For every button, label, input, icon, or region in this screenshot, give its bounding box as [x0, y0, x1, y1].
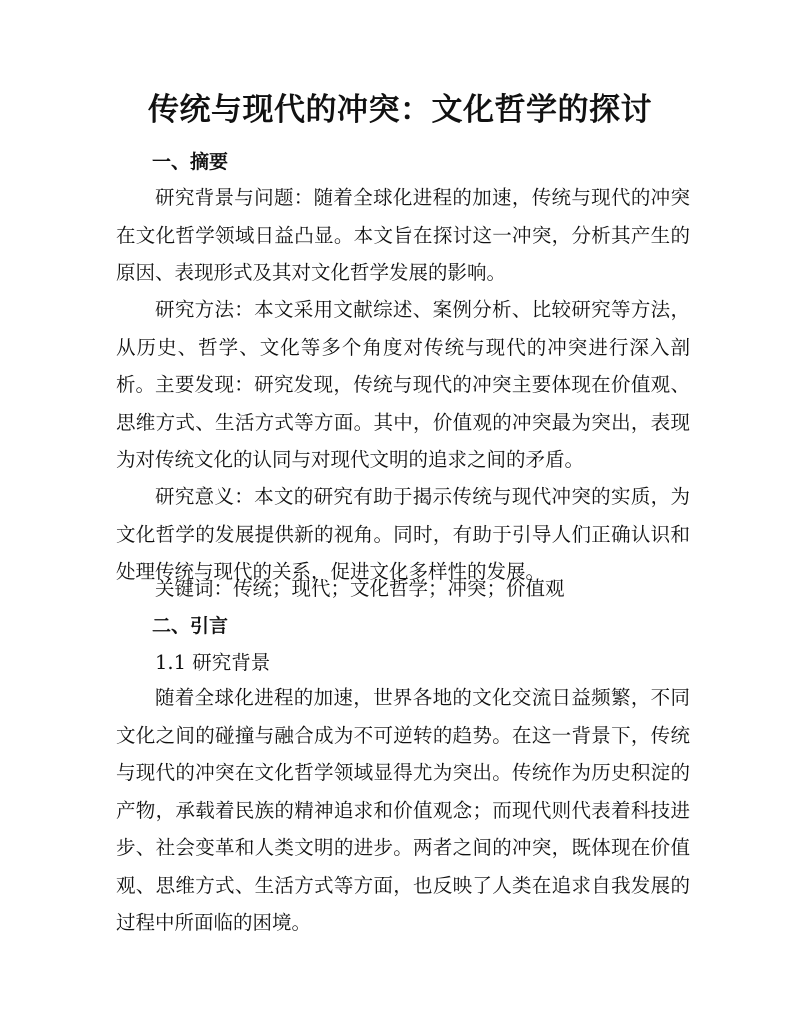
keywords-line: 关键词：传统；现代；文化哲学；冲突；价值观	[155, 577, 565, 600]
introduction-paragraph: 随着全球化进程的加速，世界各地的文化交流日益频繁，不同文化之间的碰撞与融合成为不可逆转的趋势。在这一背景下，传统与现代的冲突在文化哲学领域显得尤为突出。传统作为历史积淀的产物，承载着民族的精神追求和价值观念；而现代则代表着科技进步、社会变革和人类文明的进步。两者之间的冲突，既体现在价值观、思维方式、生活方式等方面，也反映了人类在追求自我发展的过程中所面临的困境。	[116, 686, 690, 934]
abstract-paragraph-findings: 主要发现：研究发现，传统与现代的冲突主要体现在价值观、思维方式、生活方式等方面。其中，价值观的冲突最为突出，表现为对传统文化的认同与对现代文明的追求之间的矛盾。	[116, 373, 690, 471]
abstract-paragraph-method: 研究方法：本文采用文献综述、案例分析、比较研究等方法，从历史、哲学、文化等多个角度对传统与现代的冲突进行深入剖析。	[116, 298, 690, 396]
abstract-paragraph-significance: 研究意义：本文的研究有助于揭示传统与现代冲突的实质，为文化哲学的发展提供新的视角。同时，有助于引导人们正确认识和处理传统与现代的关系，促进文化多样性的发展。	[116, 485, 690, 583]
document-title: 传统与现代的冲突：文化哲学的探讨	[148, 92, 652, 128]
subsection-heading-research-background: 1.1 研究背景	[155, 651, 271, 674]
section-heading-abstract: 一、摘要	[152, 151, 229, 173]
section-heading-introduction: 二、引言	[152, 615, 229, 637]
abstract-paragraph-background: 研究背景与问题：随着全球化进程的加速，传统与现代的冲突在文化哲学领域日益凸显。本文旨在探讨这一冲突，分析其产生的原因、表现形式及其对文化哲学发展的影响。	[116, 186, 690, 284]
